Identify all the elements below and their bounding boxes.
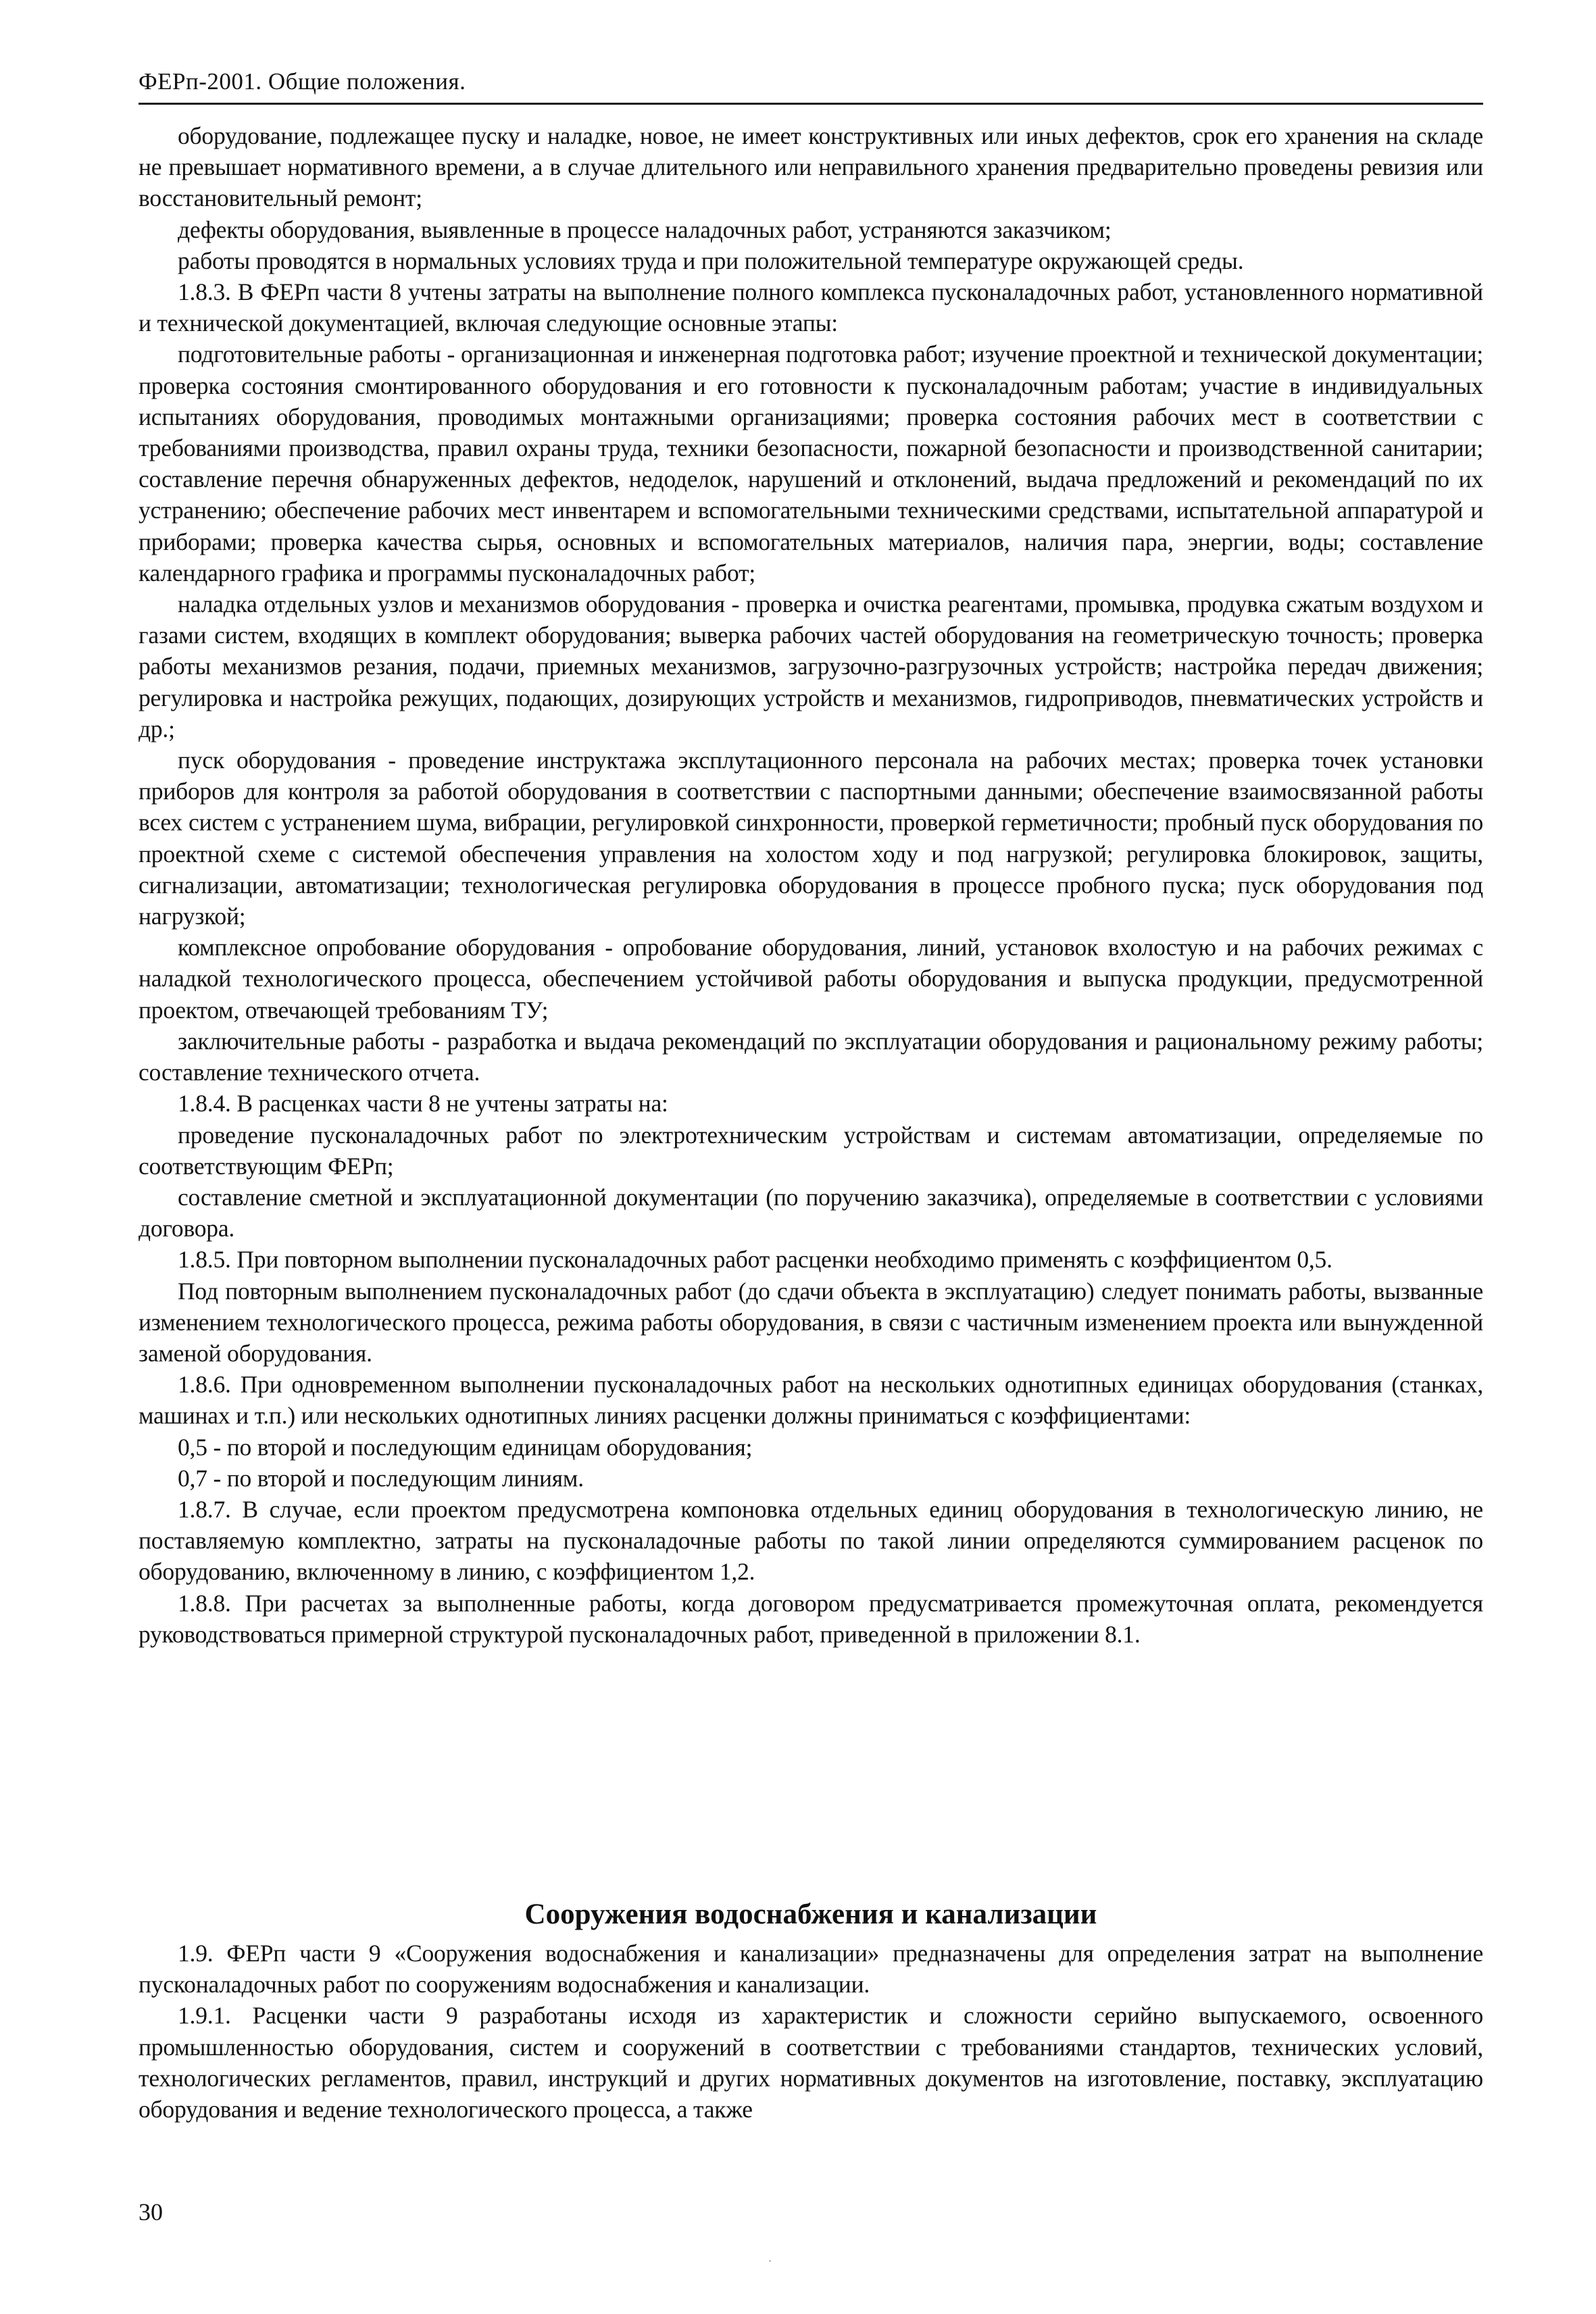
paragraph: 1.9.1. Расценки части 9 разработаны исходя из характеристик и сложности серийно выпускаемого, освоенного промышленностью оборудования, систем и сооружений в соответствии с требованиями стандартов, технических условий, технологических регламентов, правил, инструкций и других нормативных документов на изготовление, поставку, эксплуатацию оборудования и ведение технологического процесса, а также bbox=[139, 2002, 1483, 2123]
scan-speck bbox=[769, 2260, 771, 2262]
paragraph: 1.8.8. При расчетах за выполненные работы, когда договором предусматривается промежуточная оплата, рекомендуется руководствоваться примерной структурой пусконаладочных работ, приведенной в приложении 8.1. bbox=[139, 1589, 1483, 1648]
paragraph: оборудование, подлежащее пуску и наладке, новое, не имеет конструктивных или иных дефектов, срок его хранения на складе не превышает нормативного времени, а в случае длительного или неправильного хранения предварительно проведены ревизия или восстановительный ремонт; bbox=[139, 122, 1483, 212]
paragraph: 1.9. ФЕРп части 9 «Сооружения водоснабжения и канализации» предназначены для определения затрат на выполнение пусконаладочных работ по сооружениям водоснабжения и канализации. bbox=[139, 1940, 1483, 1998]
page-number: 30 bbox=[139, 2198, 163, 2225]
header-rule bbox=[139, 103, 1483, 105]
section-heading: Сооружения водоснабжения и канализации bbox=[524, 1898, 1097, 1930]
document-page bbox=[139, 0, 1483, 2314]
paragraph: 1.8.4. В расценках части 8 не учтены затраты на: bbox=[178, 1090, 668, 1117]
paragraph: 1.8.6. При одновременном выполнении пусконаладочных работ на нескольких однотипных единицах оборудования (станках, машинах и т.п.) или нескольких однотипных линиях расценки должны приниматься с коэффициентами: bbox=[139, 1371, 1483, 1430]
body-text bbox=[139, 120, 1483, 1650]
paragraph: проведение пусконаладочных работ по электротехническим устройствам и системам автоматизации, определяемые по соответствующим ФЕРп; bbox=[139, 1121, 1483, 1180]
paragraph: 0,5 - по второй и последующим единицам оборудования; bbox=[178, 1433, 753, 1461]
paragraph: 1.8.3. В ФЕРп части 8 учтены затраты на выполнение полного комплекса пусконаладочных работ, установленного нормативной и технической документацией, включая следующие основные этапы: bbox=[139, 278, 1483, 337]
paragraph: 0,7 - по второй и последующим линиям. bbox=[178, 1464, 584, 1492]
paragraph: дефекты оборудования, выявленные в процессе наладочных работ, устраняются заказчиком; bbox=[178, 216, 1112, 243]
paragraph: заключительные работы - разработка и выдача рекомендаций по эксплуатации оборудования и рациональному режиму работы; составление технического отчета. bbox=[139, 1027, 1483, 1086]
paragraph: 1.8.5. При повторном выполнении пусконаладочных работ расценки необходимо применять с коэффициентом 0,5. bbox=[178, 1246, 1332, 1274]
paragraph: комплексное опробование оборудования - опробование оборудования, линий, установок вхолостую и на рабочих режимах с наладкой технологического процесса, обеспечением устойчивой работы оборудования и выпуска продукции, предусмотренной проектом, отвечающей требованиям ТУ; bbox=[139, 934, 1483, 1024]
paragraph: работы проводятся в нормальных условиях труда и при положительной температуре окружающей среды. bbox=[178, 247, 1244, 274]
paragraph: подготовительные работы - организационная и инженерная подготовка работ; изучение проектной и технической документации; проверка состояния смонтированного оборудования и его готовности к пусконаладочным работам; участие в индивидуальных испытаниях оборудования, проводимых монтажными организациями; проверка состояния рабочих мест в соответствии с требованиями производства, правил охраны труда, техники безопасности, пожарной безопасности и производственной санитарии; составление перечня обнаруженных дефектов, недоделок, нарушений и отклонений, выдача предложений и рекомендаций по их устранению; обеспечение рабочих мест инвентарем и вспомогательными техническими средствами, испытательной аппаратурой и приборами; проверка качества сырья, основных и вспомогательных материалов, наличия пара, энергии, воды; составление календарного графика и программы пусконаладочных работ; bbox=[139, 341, 1483, 586]
paragraph: составление сметной и эксплуатационной документации (по поручению заказчика), определяемые в соответствии с условиями договора. bbox=[139, 1183, 1483, 1242]
running-header: ФЕРп-2001. Общие положения. bbox=[139, 68, 466, 95]
section-text bbox=[139, 1938, 1483, 2125]
paragraph: наладка отдельных узлов и механизмов оборудования - проверка и очистка реагентами, промывка, продувка сжатым воздухом и газами систем, входящих в комплект оборудования; выверка рабочих частей оборудования на геометрическую точность; проверка работы механизмов резания, подачи, приемных механизмов, загрузочно-разгрузочных устройств; настройка передач движения; регулировка и настройка режущих, подающих, дозирующих устройств и механизмов, гидроприводов, пневматических устройств и др.; bbox=[139, 590, 1483, 743]
paragraph: пуск оборудования - проведение инструктажа эксплутационного персонала на рабочих местах; проверка точек установки приборов для контроля за работой оборудования в соответствии с паспортными данными; обеспечение взаимосвязанной работы всех систем с устранением шума, вибрации, регулировкой синхронности, проверкой герметичности; пробный пуск оборудования по проектной схеме с системой обеспечения управления на холостом ходу и под нагрузкой; регулировка блокировок, защиты, сигнализации, автоматизации; технологическая регулировка оборудования в процессе пробного пуска; пуск оборудования под нагрузкой; bbox=[139, 747, 1483, 930]
paragraph: 1.8.7. В случае, если проектом предусмотрена компоновка отдельных единиц оборудования в технологическую линию, не поставляемую комплектно, затраты на пусконаладочные работы по такой линии определяются суммированием расценок по оборудованию, включенному в линию, с коэффициентом 1,2. bbox=[139, 1495, 1483, 1586]
paragraph: Под повторным выполнением пусконаладочных работ (до сдачи объекта в эксплуатацию) следует понимать работы, вызванные изменением технологического процесса, режима работы оборудования, в связи с частичным изменением проекта или вынужденной заменой оборудования. bbox=[139, 1277, 1483, 1367]
